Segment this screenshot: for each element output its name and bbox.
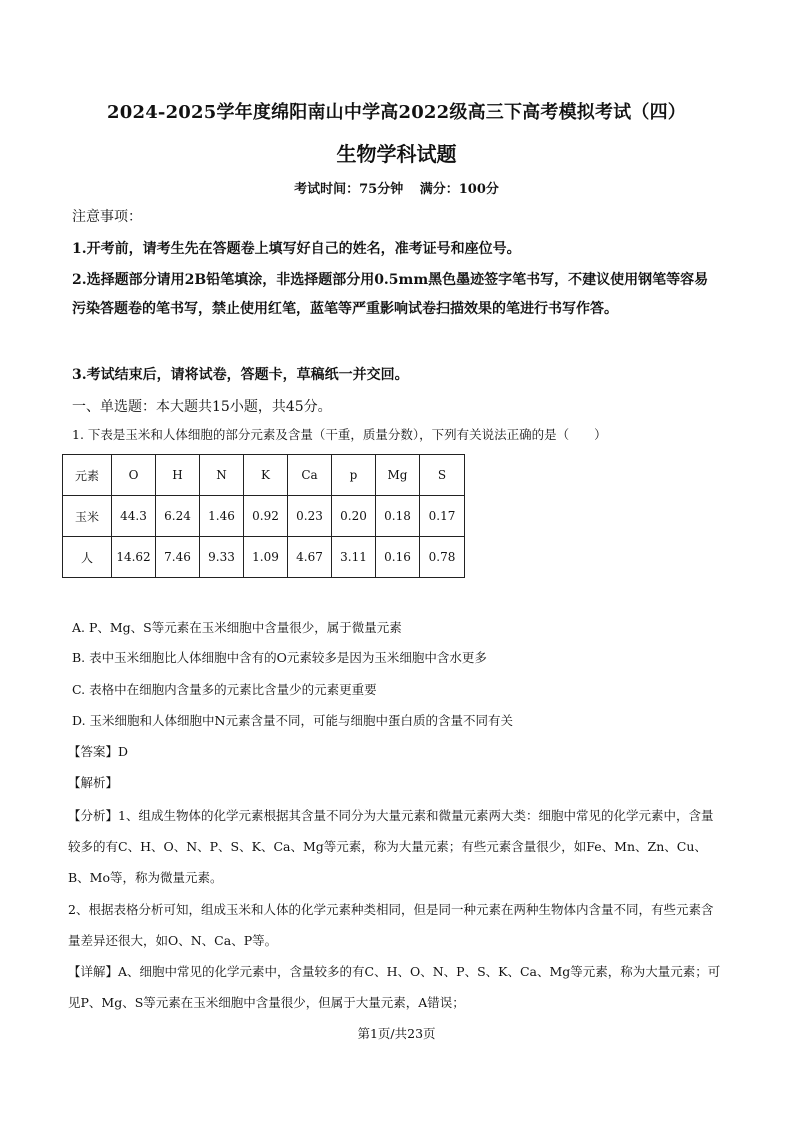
option-a: A. P、Mg、S等元素在玉米细胞中含量很少，属于微量元素 [72, 620, 402, 635]
note-item-3: 3.考试结束后，请将试卷，答题卡，草稿纸一并交回。 [72, 367, 409, 383]
table-cell: 玉米 [63, 496, 112, 537]
table-cell: 0.18 [376, 496, 420, 537]
table-cell: 9.33 [200, 537, 244, 578]
option-c: C. 表格中在细胞内含量多的元素比含量少的元素更重要 [72, 682, 377, 697]
table-cell: 6.24 [156, 496, 200, 537]
page-number: 第1页/共23页 [357, 1026, 436, 1041]
table-cell: N [200, 455, 244, 496]
question-stem: 1. 下表是玉米和人体细胞的部分元素及含量（干重，质量分数），下列有关说法正确的是（ ） [72, 427, 607, 442]
table-cell: 0.23 [288, 496, 332, 537]
note-item-2: 2.选择题部分请用2B铅笔填涂，非选择题部分用0.5mm黑色墨迹签字笔书写，不建议使用钢笔等容易污染答题卷的笔书写，禁止使用红笔，蓝笔等严重影响试卷扫描效果的笔进行书写作答。 [72, 272, 709, 317]
exam-subtitle: 生物学科试题 [336, 142, 457, 166]
exam-info [0, 178, 793, 197]
table-cell: 0.17 [420, 496, 465, 537]
table-cell: 0.20 [332, 496, 376, 537]
analysis-label: 【解析】 [68, 775, 119, 790]
table-cell: H [156, 455, 200, 496]
option-b: B. 表中玉米细胞比人体细胞中含有的O元素较多是因为玉米细胞中含水更多 [72, 650, 487, 665]
section-heading: 一、单选题：本大题共15小题，共45分。 [72, 399, 332, 415]
table-cell: 0.92 [244, 496, 288, 537]
table-cell: 0.16 [376, 537, 420, 578]
table-cell: Ca [288, 455, 332, 496]
table-cell: 44.3 [112, 496, 156, 537]
table-cell: S [420, 455, 465, 496]
exam-score: 满分：100分 [419, 182, 499, 197]
table-cell: 1.46 [200, 496, 244, 537]
table-row [63, 537, 465, 578]
exam-time: 考试时间：75分钟 [294, 182, 404, 197]
table-cell: Mg [376, 455, 420, 496]
table-row [63, 496, 465, 537]
notes-heading: 注意事项： [72, 209, 142, 225]
table-cell: 3.11 [332, 537, 376, 578]
element-table [62, 454, 465, 578]
analysis-paragraph-2: 2、根据表格分析可知，组成玉米和人体的化学元素种类相同，但是同一种元素在两种生物体内含量不同，有些元素含量差异还很大，如O、N、Ca、P等。 [68, 902, 714, 948]
table-header-row [63, 455, 465, 496]
answer-label: 【答案】D [68, 744, 129, 759]
analysis-paragraph-3: 【详解】A、细胞中常见的化学元素中，含量较多的有C、H、O、N、P、S、K、Ca、Mg等元素，称为大量元素；可见P、Mg、S等元素在玉米细胞中含量很少，但属于大量元素，A错误； [68, 964, 721, 1010]
table-cell: p [332, 455, 376, 496]
table-cell: 4.67 [288, 537, 332, 578]
table-cell: 0.78 [420, 537, 465, 578]
table-cell: O [112, 455, 156, 496]
table-cell: 7.46 [156, 537, 200, 578]
table-cell: 1.09 [244, 537, 288, 578]
table-cell: 元素 [63, 455, 112, 496]
table-cell: 人 [63, 537, 112, 578]
exam-title: 2024-2025学年度绵阳南山中学高2022级高三下高考模拟考试（四） [107, 102, 686, 123]
table-cell: K [244, 455, 288, 496]
note-item-1: 1.开考前，请考生先在答题卷上填写好自己的姓名，准考证号和座位号。 [72, 241, 521, 257]
table-cell: 14.62 [112, 537, 156, 578]
analysis-paragraph-1: 【分析】1、组成生物体的化学元素根据其含量不同分为大量元素和微量元素两大类：细胞中常见的化学元素中，含量较多的有C、H、O、N、P、S、K、Ca、Mg等元素，称为大量元素；有些元素含量很少，如Fe、Mn、Zn、Cu、B、Mo等，称为微量元素。 [68, 808, 714, 885]
option-d: D. 玉米细胞和人体细胞中N元素含量不同，可能与细胞中蛋白质的含量不同有关 [72, 713, 513, 728]
